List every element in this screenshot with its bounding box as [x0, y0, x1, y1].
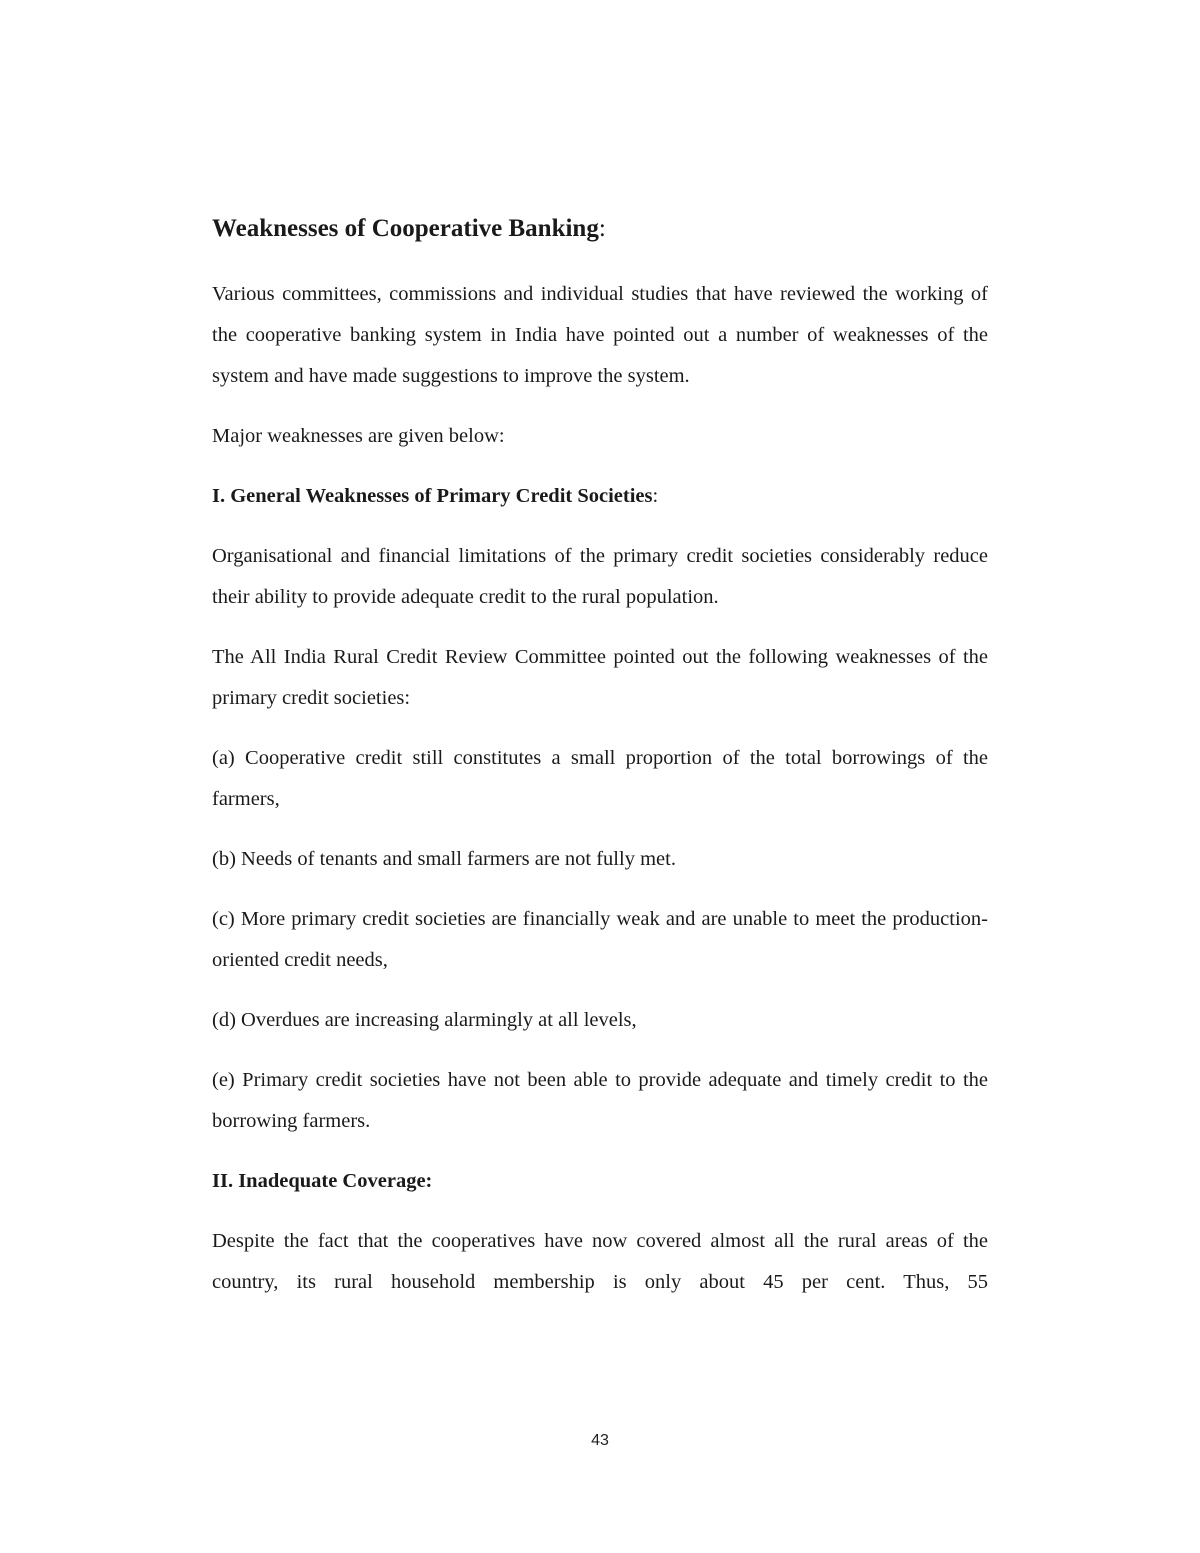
list-item-a: (a) Cooperative credit still constitutes a small proportion of the total borrowings of the farmers,	[212, 747, 988, 810]
document-title-text: Weaknesses of Cooperative Banking	[212, 215, 599, 242]
section1-heading	[212, 476, 988, 517]
list-item-d: (d) Overdues are increasing alarmingly at all levels,	[212, 1009, 637, 1031]
document-title	[212, 212, 988, 246]
major-weaknesses-line: Major weaknesses are given below:	[212, 425, 505, 447]
section1-heading-text: I. General Weaknesses of Primary Credit Societies	[212, 485, 653, 507]
intro-paragraph: Various committees, commissions and individual studies that have reviewed the working of the cooperative banking system in India have pointed out a number of weaknesses of the system and have made suggestions to improve the system.	[212, 283, 988, 387]
section2-paragraph: Despite the fact that the cooperatives have now covered almost all the rural areas of the country, its rural household membership is only about 45 per cent. Thus, 55	[212, 1230, 988, 1293]
section2-heading: II. Inadequate Coverage:	[212, 1170, 433, 1192]
document-page	[212, 200, 988, 1303]
section1-heading-colon: :	[652, 485, 659, 507]
page-number: 43	[591, 1432, 609, 1449]
list-item-b: (b) Needs of tenants and small farmers are not fully met.	[212, 848, 676, 870]
list-item-e: (e) Primary credit societies have not been able to provide adequate and timely credit to the borrowing farmers.	[212, 1069, 988, 1132]
section1-paragraph-1: Organisational and financial limitations of the primary credit societies considerably reduce their ability to provide adequate credit to the rural population.	[212, 545, 988, 608]
document-title-colon: :	[598, 215, 606, 242]
list-item-c: (c) More primary credit societies are financially weak and are unable to meet the production-oriented credit needs,	[212, 908, 988, 971]
section1-paragraph-2: The All India Rural Credit Review Committee pointed out the following weaknesses of the primary credit societies:	[212, 646, 988, 709]
